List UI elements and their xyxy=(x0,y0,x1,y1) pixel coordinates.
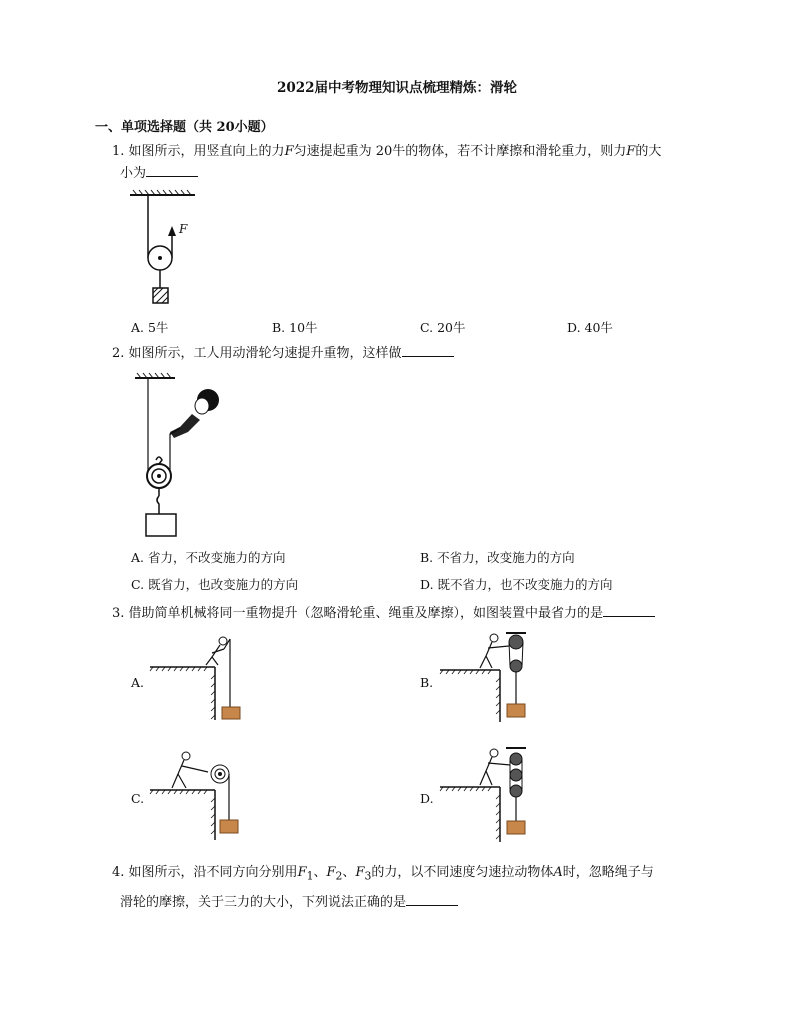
q1-option-b[interactable]: B. 10牛 xyxy=(272,320,318,335)
answer-blank[interactable] xyxy=(146,164,198,177)
q1-pulley-figure xyxy=(125,190,205,315)
question-3: 3. 借助简单机械将同一重物提升（忽略滑轮重、绳重及摩擦），如图装置中最省力的是 xyxy=(112,603,752,625)
q3-pulley-block-d-figure xyxy=(440,745,540,845)
question-number: 1. xyxy=(112,144,125,159)
question-number: 2. xyxy=(112,346,125,361)
answer-blank[interactable] xyxy=(406,893,458,906)
force-label: F xyxy=(179,222,188,236)
answer-blank[interactable] xyxy=(402,344,454,357)
q2-option-c[interactable]: C. 既省力，也改变施力的方向 xyxy=(131,577,299,592)
question-number: 4. xyxy=(112,865,125,880)
q3-option-b[interactable]: B. xyxy=(420,675,434,690)
q3-option-d[interactable]: D. xyxy=(420,791,434,806)
q2-worker-pulley-figure xyxy=(130,372,230,542)
question-2: 2. 如图所示，工人用动滑轮匀速提升重物，这样做 xyxy=(112,343,712,365)
q1-option-c[interactable]: C. 20牛 xyxy=(420,320,466,335)
q1-option-a[interactable]: A. 5牛 xyxy=(131,320,169,335)
q3-option-a[interactable]: A. xyxy=(131,675,145,690)
section-heading: 一、单项选择题（共 20小题） xyxy=(95,120,274,135)
question-1: 1. 如图所示，用竖直向上的力F匀速提起重为 20牛的物体，若不计摩擦和滑轮重力，则力F的大 小为 xyxy=(112,144,662,181)
q3-option-c[interactable]: C. xyxy=(131,791,145,806)
q2-option-d[interactable]: D. 既不省力，也不改变施力的方向 xyxy=(420,577,613,592)
question-number: 3. xyxy=(112,606,125,621)
q1-option-d[interactable]: D. 40牛 xyxy=(567,320,613,335)
q3-pulley-block-b-figure xyxy=(440,630,540,725)
q2-option-a[interactable]: A. 省力，不改变施力的方向 xyxy=(131,550,286,565)
question-4: 4. 如图所示，沿不同方向分别用$F_1$、$F_2$、$F_3$的力，以不同速度匀速拉动物体A时，忽略绳子与 滑轮的摩擦，关于三力的大小，下列说法正确的是 xyxy=(112,865,654,910)
q3-wheel-axle-figure xyxy=(150,748,260,843)
answer-blank[interactable] xyxy=(603,604,655,617)
page-title: 2022届中考物理知识点梳理精炼：滑轮 xyxy=(276,80,518,96)
q3-lever-figure xyxy=(150,635,250,725)
q2-option-b[interactable]: B. 不省力，改变施力的方向 xyxy=(420,550,575,565)
